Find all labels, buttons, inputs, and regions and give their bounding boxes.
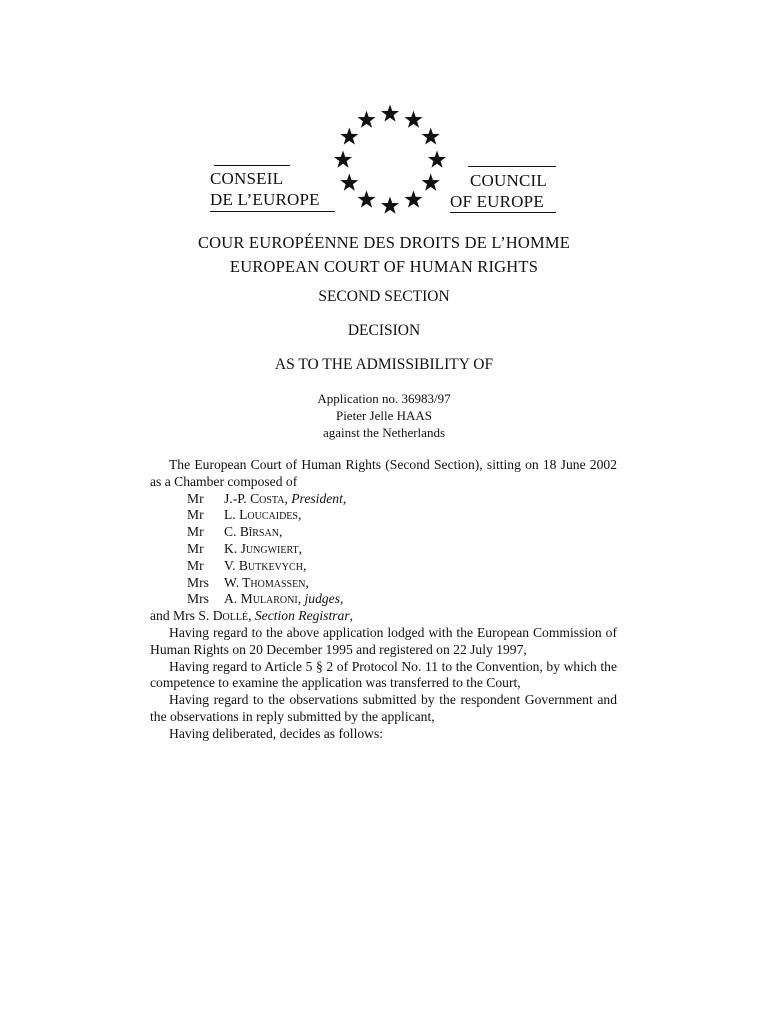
star-icon	[340, 127, 358, 144]
star-icon	[381, 104, 399, 121]
judge-role: ,	[305, 574, 309, 590]
judge-name: A. Mularoni	[224, 591, 298, 607]
logo-rule-fr-bottom	[210, 211, 335, 212]
star-icon	[381, 197, 399, 214]
court-name-en: EUROPEAN COURT OF HUMAN RIGHTS	[229, 257, 539, 276]
star-icon	[357, 111, 375, 128]
paragraph-deliberated: Having deliberated, decides as follows:	[169, 725, 384, 741]
section-title: SECOND SECTION	[318, 288, 450, 305]
star-icon	[340, 174, 358, 191]
judge-title: Mr	[187, 507, 204, 523]
star-circle-icon	[0, 0, 768, 230]
judge-name: J.-P. Costa	[224, 490, 285, 506]
star-icon	[422, 127, 440, 144]
decision-title: DECISION	[347, 322, 421, 339]
registrar-line: and Mrs S. Dollé, Section Registrar,	[150, 608, 354, 624]
judge-row	[150, 507, 617, 524]
star-icon	[404, 111, 422, 128]
star-icon	[357, 190, 375, 207]
judge-row: Mrs A. Mularoni, judges,	[150, 591, 617, 608]
judge-role: ,	[298, 540, 303, 556]
judge-row	[150, 575, 617, 592]
logo-rule-fr-top	[214, 165, 290, 166]
judge-name: V. Butkevych	[224, 557, 303, 573]
intro-paragraph: The European Court of Human Rights (Second Section), sitting on 18 June 2002 as a Chamber composed of	[150, 457, 617, 489]
judge-name: K. Jungwiert	[224, 540, 299, 556]
judge-name: C. Bîrsan	[224, 524, 279, 540]
logo-rule-en-bottom	[450, 212, 556, 213]
judge-title: Mrs	[187, 574, 209, 590]
logo-text-en	[450, 170, 547, 212]
admissibility-title: AS TO THE ADMISSIBILITY OF	[274, 356, 494, 373]
logo-en-line2: OF EUROPE	[450, 192, 544, 211]
star-icon	[334, 151, 352, 168]
judge-role: ,	[297, 507, 302, 523]
council-of-europe-logo	[0, 0, 768, 230]
registrar-role: Section Registrar	[254, 608, 350, 624]
judge-title: Mr	[187, 557, 204, 573]
judge-role-separator: ,	[297, 591, 305, 607]
application-info	[0, 390, 768, 441]
registrar-name: Dollé	[212, 608, 249, 624]
logo-rule-en-top	[468, 166, 556, 167]
judge-title: Mr	[187, 490, 204, 506]
judge-role: President	[291, 490, 343, 506]
decision-body	[150, 457, 617, 743]
registrar-role-separator: ,	[248, 608, 255, 624]
logo-en-line1: COUNCIL	[470, 171, 547, 190]
judge-title: Mrs	[187, 591, 209, 607]
application-number: Application no. 36983/97	[317, 391, 451, 406]
applicant-name: Pieter Jelle HAAS	[335, 408, 433, 423]
judges-list	[150, 491, 617, 609]
logo-text-fr	[210, 168, 320, 210]
judge-row	[150, 524, 617, 541]
judge-title: Mr	[187, 540, 204, 556]
judge-role-separator: ,	[284, 490, 292, 506]
judge-title: Mr	[187, 524, 204, 540]
registrar-prefix: and Mrs S.	[150, 608, 213, 624]
judge-role: judges	[304, 591, 340, 607]
respondent-state: against the Netherlands	[322, 425, 445, 440]
star-icon	[428, 151, 446, 168]
judge-row	[150, 558, 617, 575]
judge-role: ,	[302, 557, 307, 573]
paragraph-protocol: Having regard to Article 5 § 2 of Protocol No. 11 to the Convention, by which the competence to examine the application was transferred to the Court,	[150, 658, 617, 691]
paragraph-observations: Having regard to the observations submitted by the respondent Government and the observations in reply submitted by the applicant,	[150, 692, 617, 724]
judge-name: W. Thomassen	[224, 574, 306, 590]
judge-name: L. Loucaides	[224, 507, 298, 523]
star-icon	[422, 174, 440, 191]
logo-fr-line2: DE L’EUROPE	[210, 190, 320, 209]
judge-row	[150, 541, 617, 558]
judge-row: Mr J.-P. Costa, President,	[150, 491, 617, 508]
court-name-fr: COUR EUROPÉENNE DES DROITS DE L’HOMME	[197, 233, 571, 252]
logo-fr-line1: CONSEIL	[210, 169, 284, 188]
judge-role: ,	[278, 524, 283, 540]
paragraph-lodged: Having regard to the above application lodged with the European Commission of Human Rights on 20 December 1995 and registered on 22 July 1997,	[150, 624, 617, 657]
star-icon	[404, 190, 422, 207]
